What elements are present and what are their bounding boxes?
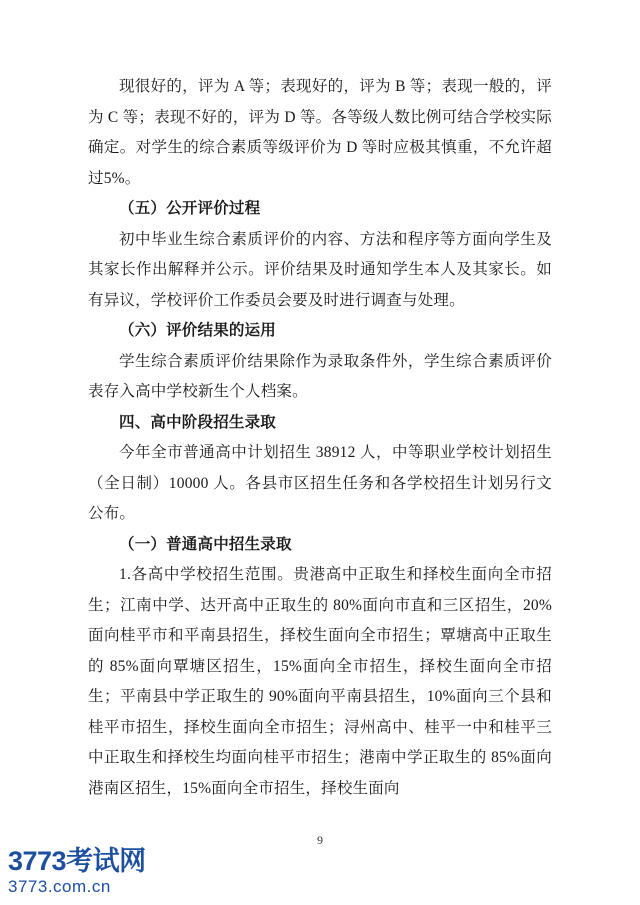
section-heading-public-evaluation: （五）公开评价过程: [119, 200, 261, 217]
watermark-label: 考试网: [66, 846, 146, 876]
paragraph-result-usage: 学生综合素质评价结果除作为录取条件外，学生综合素质评价表存入高中学校新生个人档案。: [88, 352, 552, 400]
paragraph-admission-plan: 今年全市普通高中计划招生 38912 人，中等职业学校计划招生（全日制）10000 人。各县市区招生任务和各学校招生计划另行文公布。: [88, 444, 552, 522]
watermark-url: 3773.com.cn: [8, 877, 111, 896]
section-heading-regular-high-school: （一）普通高中招生录取: [119, 535, 292, 553]
section-heading-high-school-admission: 四、高中阶段招生录取: [119, 413, 277, 431]
paragraph-continuation: 现很好的，评为 A 等；表现好的，评为 B 等；表现一般的，评为 C 等；表现不好的，评为 D 等。各等级人数比例可结合学校实际确定。对学生的综合素质等级评价为 D 等时应极其慎重，不允许超过5%。: [88, 78, 552, 187]
document-body: [88, 72, 552, 804]
page-number: 9: [317, 833, 323, 847]
watermark-digits: 3773: [8, 846, 67, 876]
watermark: [8, 846, 218, 898]
paragraph-school-scope: 1.各高中学校招生范围。贵港高中正取生和择校生面向全市招生；江南中学、达开高中正取生的 80%面向市直和三区招生，20%面向桂平市和平南县招生，择校生面向全市招生；覃塘高中正取生的 85%面向覃塘区招生，15%面向全市招生，择校生面向全市招生；平南县中学正取生的 90%面向平南县招生，10%面向三个县和桂平市招生，择校生面向全市招生；浔州高中、桂平一中和桂平三中正取生和择校生均面向桂平市招生；港南中学正取生的 85%面向港南区招生，15%面向全市招生，择校生面向: [88, 566, 552, 797]
watermark-title: [8, 846, 218, 876]
paragraph-public-evaluation: 初中毕业生综合素质评价的内容、方法和程序等方面向学生及其家长作出解释并公示。评价结果及时通知学生本人及其家长。如有异议，学校评价工作委员会要及时进行调查与处理。: [88, 230, 552, 309]
section-heading-result-usage: （六）评价结果的运用: [119, 322, 277, 339]
